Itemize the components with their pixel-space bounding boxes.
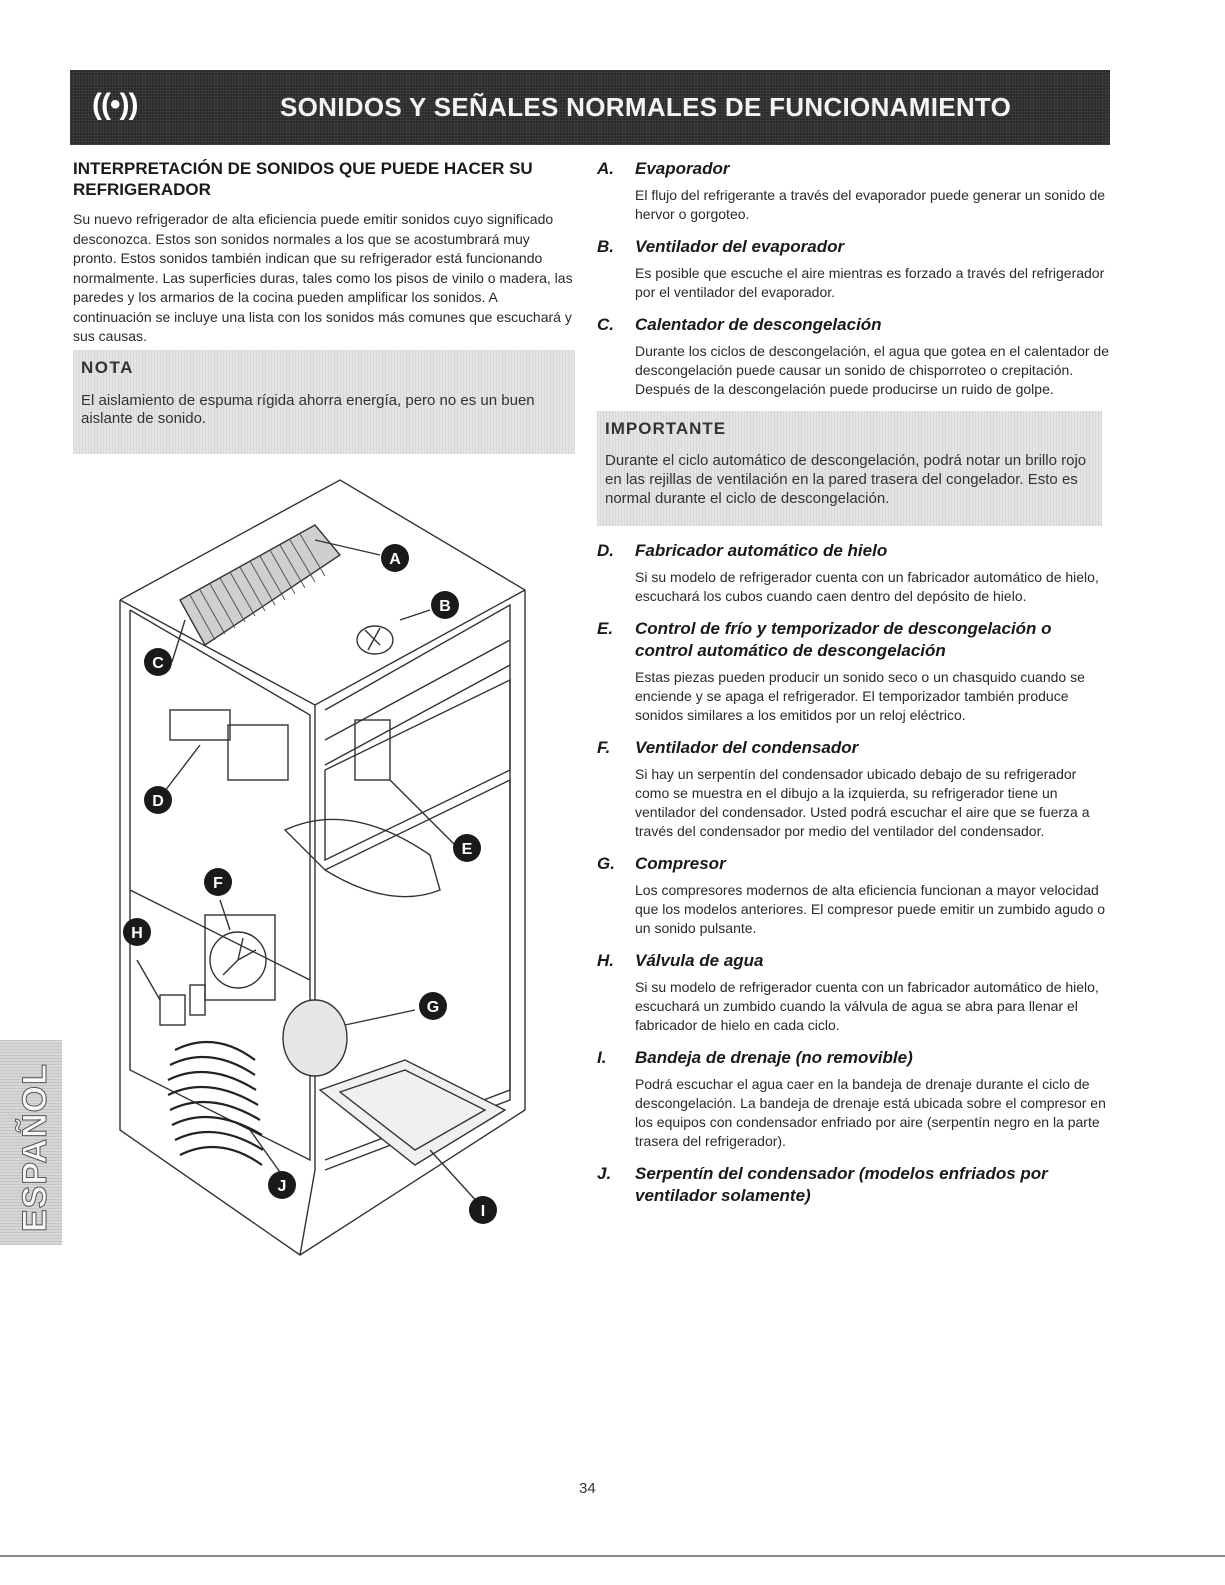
item-body: Los compresores modernos de alta eficiencia funcionan a mayor velocidad que los modelos anteriores. El compresor puede emitir un zumbido agudo o un sonido pulsante. <box>635 882 1106 936</box>
diagram-label-d <box>144 786 172 814</box>
page-title: SONIDOS Y SEÑALES NORMALES DE FUNCIONAMIENTO <box>280 92 1012 122</box>
item-letter: J. <box>597 1164 612 1183</box>
diagram-label-c <box>144 648 172 676</box>
list-item <box>597 1047 1112 1151</box>
section-heading <box>73 158 573 200</box>
item-letter: G. <box>597 854 615 873</box>
refrigerator-drawing <box>110 470 580 1270</box>
important-box <box>597 411 1102 526</box>
diagram-label-h <box>123 918 151 946</box>
list-item <box>597 540 1112 606</box>
diagram-label-i <box>469 1196 497 1224</box>
item-title: Compresor <box>635 854 726 873</box>
diagram-label-g <box>419 992 447 1020</box>
item-letter: F. <box>597 738 611 757</box>
list-item <box>597 950 1112 1035</box>
svg-text:A: A <box>389 551 401 568</box>
svg-text:H: H <box>131 925 143 942</box>
note-text: El aislamiento de espuma rígida ahorra energía, pero no es un buen aislante de sonido. <box>81 392 535 427</box>
diagram-label-f <box>204 868 232 896</box>
item-title: Control de frío y temporizador de descongelación o control automático de descongelación <box>635 619 1052 660</box>
svg-text:G: G <box>426 999 440 1016</box>
item-title: Evaporador <box>635 159 730 178</box>
diagram-label-a <box>381 544 409 572</box>
sound-waves-icon: ((•)) <box>92 88 138 121</box>
list-item <box>597 853 1112 938</box>
svg-text:F: F <box>213 875 223 892</box>
language-tab-label: ESPAÑOL <box>16 1063 54 1232</box>
item-body: Es posible que escuche el aire mientras es forzado a través del refrigerador por el ventilador del evaporador. <box>635 265 1105 300</box>
section-heading-line2: REFRIGERADOR <box>73 180 211 199</box>
section-banner <box>70 70 1110 145</box>
item-letter: C. <box>597 315 614 334</box>
item-title: Ventilador del condensador <box>635 738 859 757</box>
item-body: Si su modelo de refrigerador cuenta con un fabricador automático de hielo, escuchará un zumbido cuando la válvula de agua se abra para llenar el fabricador de hielo en cada ciclo. <box>635 979 1099 1033</box>
list-item <box>597 236 1112 302</box>
svg-text:D: D <box>152 793 164 810</box>
important-text: Durante el ciclo automático de descongelación, podrá notar un brillo rojo en las rejillas de ventilación en la pared trasera del congelador. Esto es normal durante el ciclo de descongelación. <box>605 452 1087 507</box>
note-title: NOTA <box>81 358 134 377</box>
language-side-tab <box>0 1040 62 1245</box>
svg-text:I: I <box>480 1203 486 1220</box>
diagram-label-b <box>431 591 459 619</box>
diagram-label-j <box>268 1171 296 1199</box>
item-title: Bandeja de drenaje (no removible) <box>635 1048 913 1067</box>
item-letter: B. <box>597 237 614 256</box>
item-title: Válvula de agua <box>635 951 764 970</box>
svg-text:C: C <box>152 655 164 672</box>
item-title: Ventilador del evaporador <box>635 237 845 256</box>
list-item <box>597 158 1112 224</box>
item-title: Serpentín del condensador (modelos enfriados por ventilador solamente) <box>635 1164 1048 1205</box>
page-bottom-rule <box>0 1555 1225 1557</box>
refrigerator-diagram <box>110 470 580 1270</box>
item-body: Durante los ciclos de descongelación, el agua que gotea en el calentador de descongelación puede causar un sonido de chisporroteo o crepitación. Después de la descongelación puede producirse un ruido de golpe. <box>635 343 1109 397</box>
item-body: Si su modelo de refrigerador cuenta con un fabricador automático de hielo, escuchará los cubos cuando caen dentro del depósito de hielo. <box>635 569 1099 604</box>
important-title: IMPORTANTE <box>605 419 727 438</box>
item-letter: I. <box>597 1048 607 1067</box>
item-letter: A. <box>597 159 614 178</box>
page-number: 34 <box>579 1480 596 1497</box>
item-body: Si hay un serpentín del condensador ubicado debajo de su refrigerador como se muestra en el dibujo a la izquierda, su refrigerador tiene un ventilador del condensador. Usted podrá escuchar el aire que se fuerza a través del condensador por medio del ventilador del condensador. <box>635 766 1090 839</box>
list-item <box>597 618 1112 725</box>
list-item <box>597 737 1112 841</box>
item-letter: D. <box>597 541 614 560</box>
item-body: El flujo del refrigerante a través del evaporador puede generar un sonido de hervor o gorgoteo. <box>635 187 1106 222</box>
left-column <box>73 158 573 347</box>
intro-paragraph: Su nuevo refrigerador de alta eficiencia puede emitir sonidos cuyo significado desconozca. Estos son sonidos normales a los que se acostumbrará muy pronto. Estos sonidos también indican que su refrigerador está funcionando normalmente. Las superficies duras, tales como los pisos de vinilo o madera, las paredes y los armarios de la cocina pueden amplificar los sonidos. A continuación se incluye una lista con los sonidos más comunes que escuchará y sus causas. <box>73 211 573 344</box>
svg-text:B: B <box>439 598 451 615</box>
right-column <box>597 158 1112 1219</box>
item-title: Calentador de descongelación <box>635 315 882 334</box>
item-letter: H. <box>597 951 614 970</box>
item-title: Fabricador automático de hielo <box>635 541 888 560</box>
item-body: Podrá escuchar el agua caer en la bandeja de drenaje durante el ciclo de descongelación. La bandeja de drenaje está ubicada sobre el compresor en los equipos con condensador enfriado por aire (serpentín negro en la parte trasera del refrigerador). <box>635 1076 1106 1149</box>
list-item <box>597 314 1112 399</box>
svg-text:J: J <box>277 1178 287 1195</box>
diagram-label-e <box>453 834 481 862</box>
note-box <box>73 350 575 454</box>
list-item <box>597 1163 1112 1207</box>
svg-text:E: E <box>461 841 473 858</box>
item-letter: E. <box>597 619 614 638</box>
item-body: Estas piezas pueden producir un sonido seco o un chasquido cuando se enciende y se apaga el refrigerador. El temporizador también produce sonidos similares a los emitidos por un reloj eléctrico. <box>635 669 1085 723</box>
section-heading-line1: INTERPRETACIÓN DE SONIDOS QUE PUEDE HACER SU <box>73 159 533 178</box>
